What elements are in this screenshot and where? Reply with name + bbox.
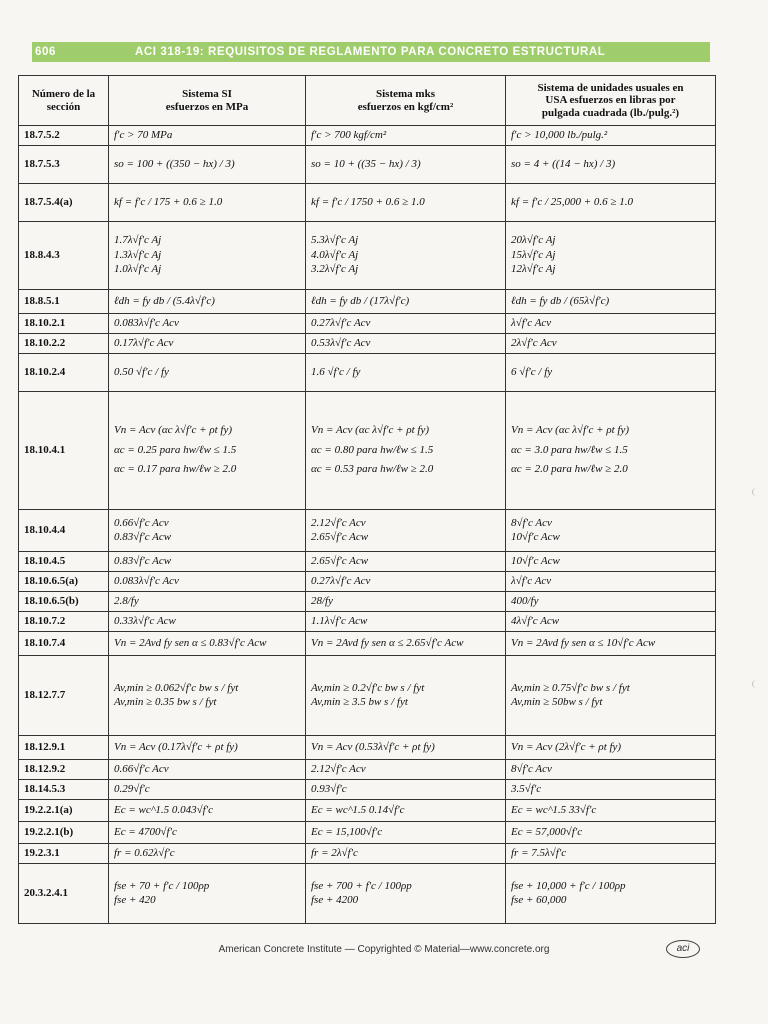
table-row <box>19 759 716 779</box>
formula-cell-us <box>506 313 716 333</box>
formula-cell-us <box>506 391 716 509</box>
formula-line: 0.29√f′c <box>114 782 150 795</box>
formula-line: 3.2λ√f′c Aj <box>311 263 359 276</box>
formula-line: 2.8/fy <box>114 594 139 607</box>
formula-line: 0.66√f′c Acv <box>114 516 169 529</box>
table-header-row <box>19 76 716 126</box>
section-number: 18.7.5.2 <box>19 126 109 146</box>
formula-line: Ec = 4700√f′c <box>114 825 177 838</box>
formula-cell-us <box>506 509 716 551</box>
formula-line: 4λ√f′c Acw <box>511 614 560 627</box>
formula-cell-mks <box>306 631 506 655</box>
formula-cell-us <box>506 571 716 591</box>
formula-line: 10√f′c Acw <box>511 531 560 544</box>
formula-line: kf = f′c / 175 + 0.6 ≥ 1.0 <box>114 195 223 208</box>
formula-cell-mks <box>306 779 506 799</box>
formula-line: Av,min ≥ 3.5 bw s / fyt <box>311 696 408 709</box>
formula-line: fse + 70 + f′c / 100ρp <box>114 879 210 892</box>
formula-cell-us <box>506 863 716 923</box>
formula-cell-mks <box>306 611 506 631</box>
section-number: 18.12.7.7 <box>19 655 109 735</box>
formula-cell-si <box>109 221 306 289</box>
formula-line: 2.12√f′c Acv <box>311 762 366 775</box>
formula-cell-us <box>506 759 716 779</box>
formula-line: Ec = wc^1.5 33√f′c <box>511 803 597 816</box>
formula-cell-us <box>506 631 716 655</box>
formula-line: kf = f′c / 25,000 + 0.6 ≥ 1.0 <box>511 195 633 208</box>
formula-line: 28/fy <box>311 594 333 607</box>
formula-cell-mks <box>306 333 506 353</box>
formula-cell-si <box>109 571 306 591</box>
formula-line: 0.66√f′c Acv <box>114 762 169 775</box>
section-number: 18.10.2.1 <box>19 313 109 333</box>
formula-cell-us <box>506 333 716 353</box>
formula-cell-si <box>109 313 306 333</box>
formula-line: 6 √f′c / fy <box>511 365 553 378</box>
table-row <box>19 735 716 759</box>
formula-cell-mks <box>306 145 506 183</box>
formula-line: 2.65√f′c Acw <box>311 554 369 567</box>
formula-cell-si <box>109 591 306 611</box>
table-row <box>19 821 716 843</box>
formula-line: Vn = Acv (αc λ√f′c + ρt fy) <box>311 424 430 437</box>
table-row <box>19 353 716 391</box>
table-row <box>19 509 716 551</box>
formula-cell-si <box>109 779 306 799</box>
formula-line: Ec = wc^1.5 0.14√f′c <box>311 803 405 816</box>
formula-cell-mks <box>306 221 506 289</box>
formula-line: λ√f′c Acv <box>511 574 552 587</box>
section-number: 18.7.5.3 <box>19 145 109 183</box>
formula-line: 1.1λ√f′c Acw <box>311 614 368 627</box>
formula-line: Av,min ≥ 0.75√f′c bw s / fyt <box>511 681 630 694</box>
formula-cell-us <box>506 779 716 799</box>
formula-line: 0.083λ√f′c Acv <box>114 316 179 329</box>
formula-cell-mks <box>306 843 506 863</box>
formula-line: so = 10 + ((35 − hx) / 3) <box>311 157 421 170</box>
formula-cell-si <box>109 333 306 353</box>
formula-line: Av,min ≥ 0.2√f′c bw s / fyt <box>311 681 425 694</box>
table-row <box>19 221 716 289</box>
formula-cell-mks <box>306 289 506 313</box>
formula-line: kf = f′c / 1750 + 0.6 ≥ 1.0 <box>311 195 425 208</box>
formula-line: 2.12√f′c Acv <box>311 516 366 529</box>
section-number: 18.12.9.2 <box>19 759 109 779</box>
running-header <box>32 42 710 62</box>
aci-logo: aci <box>666 940 700 958</box>
section-number: 18.12.9.1 <box>19 735 109 759</box>
formula-line: 0.83√f′c Acw <box>114 531 172 544</box>
formula-cell-us <box>506 221 716 289</box>
section-number: 18.10.2.4 <box>19 353 109 391</box>
formula-line: ℓdh = fy db / (5.4λ√f′c) <box>114 294 215 307</box>
page-number: 606 <box>35 46 56 58</box>
table-row <box>19 183 716 221</box>
margin-mark <box>752 488 761 496</box>
formula-line: fse + 700 + f′c / 100ρp <box>311 879 412 892</box>
formula-line: 1.0λ√f′c Aj <box>114 263 162 276</box>
formula-line: λ√f′c Acv <box>511 316 552 329</box>
formula-line: αc = 0.25 para hw/ℓw ≤ 1.5 <box>114 443 237 456</box>
formula-cell-us <box>506 799 716 821</box>
formula-line: 0.50 √f′c / fy <box>114 365 169 378</box>
formula-cell-si <box>109 183 306 221</box>
formula-line: 8√f′c Acv <box>511 516 552 529</box>
header-section: Número de la sección <box>19 76 109 126</box>
formula-line: Vn = Acv (αc λ√f′c + ρt fy) <box>114 424 233 437</box>
formula-cell-mks <box>306 821 506 843</box>
margin-mark <box>752 680 761 688</box>
formula-cell-us <box>506 145 716 183</box>
formula-line: Vn = Acv (αc λ√f′c + ρt fy) <box>511 424 630 437</box>
formula-line: 5.3λ√f′c Aj <box>311 234 359 247</box>
formula-line: 12λ√f′c Aj <box>511 263 556 276</box>
formula-line: αc = 0.80 para hw/ℓw ≤ 1.5 <box>311 443 434 456</box>
formula-cell-mks <box>306 799 506 821</box>
section-number: 18.8.5.1 <box>19 289 109 313</box>
formula-cell-si <box>109 353 306 391</box>
formula-line: fse + 420 <box>114 894 156 907</box>
formula-cell-mks <box>306 183 506 221</box>
formula-cell-mks <box>306 313 506 333</box>
table-row <box>19 313 716 333</box>
formula-cell-mks <box>306 591 506 611</box>
formula-line: Vn = Acv (0.17λ√f′c + ρt fy) <box>114 740 238 753</box>
formula-line: Av,min ≥ 0.35 bw s / fyt <box>114 696 217 709</box>
header-us: Sistema de unidades usuales en USA esfuerzos en libras por pulgada cuadrada (lb./pulg.²) <box>506 76 716 126</box>
table-row <box>19 655 716 735</box>
formula-line: 0.27λ√f′c Acv <box>311 316 371 329</box>
formula-cell-us <box>506 353 716 391</box>
formula-line: fse + 60,000 <box>511 894 567 907</box>
formula-cell-us <box>506 611 716 631</box>
section-number: 20.3.2.4.1 <box>19 863 109 923</box>
formula-cell-si <box>109 821 306 843</box>
formula-cell-us <box>506 126 716 146</box>
formula-cell-si <box>109 759 306 779</box>
table-row <box>19 289 716 313</box>
formula-cell-si <box>109 843 306 863</box>
formula-cell-mks <box>306 571 506 591</box>
formula-cell-mks <box>306 863 506 923</box>
formula-cell-mks <box>306 759 506 779</box>
formula-cell-si <box>109 611 306 631</box>
formula-line: 0.53λ√f′c Acv <box>311 336 371 349</box>
section-number: 18.10.6.5(b) <box>19 591 109 611</box>
section-number: 18.10.7.2 <box>19 611 109 631</box>
formula-cell-si <box>109 655 306 735</box>
formula-line: f′c > 70 MPa <box>114 129 173 141</box>
formula-line: ℓdh = fy db / (17λ√f′c) <box>311 294 410 307</box>
formula-line: Ec = 15,100√f′c <box>311 825 383 838</box>
formula-line: Vn = 2Avd fy sen α ≤ 10√f′c Acw <box>511 636 656 649</box>
running-title: ACI 318-19: REQUISITOS DE REGLAMENTO PARA CONCRETO ESTRUCTURAL <box>135 46 606 58</box>
section-number: 18.10.7.4 <box>19 631 109 655</box>
formula-cell-us <box>506 735 716 759</box>
table-row <box>19 391 716 509</box>
table-row <box>19 779 716 799</box>
formula-line: f′c > 10,000 lb./pulg.² <box>511 129 608 141</box>
section-number: 18.10.4.5 <box>19 551 109 571</box>
formula-line: 0.83√f′c Acw <box>114 554 172 567</box>
formula-line: αc = 2.0 para hw/ℓw ≥ 2.0 <box>511 463 628 476</box>
equivalence-table <box>18 75 716 924</box>
table-row <box>19 843 716 863</box>
formula-cell-us <box>506 183 716 221</box>
formula-cell-si <box>109 631 306 655</box>
formula-line: Av,min ≥ 0.062√f′c bw s / fyt <box>114 681 239 694</box>
formula-cell-us <box>506 843 716 863</box>
formula-line: 0.17λ√f′c Acv <box>114 336 174 349</box>
formula-line: αc = 0.17 para hw/ℓw ≥ 2.0 <box>114 463 237 476</box>
formula-cell-mks <box>306 353 506 391</box>
formula-cell-si <box>109 509 306 551</box>
table-row <box>19 571 716 591</box>
table-row <box>19 145 716 183</box>
formula-cell-mks <box>306 391 506 509</box>
formula-cell-us <box>506 821 716 843</box>
section-number: 19.2.3.1 <box>19 843 109 863</box>
table-row <box>19 551 716 571</box>
formula-cell-si <box>109 551 306 571</box>
section-number: 19.2.2.1(a) <box>19 799 109 821</box>
formula-line: 0.93√f′c <box>311 782 347 795</box>
formula-line: Av,min ≥ 50bw s / fyt <box>511 696 603 709</box>
section-number: 18.10.2.2 <box>19 333 109 353</box>
table-row <box>19 863 716 923</box>
formula-line: αc = 3.0 para hw/ℓw ≤ 1.5 <box>511 443 628 456</box>
section-number: 18.14.5.3 <box>19 779 109 799</box>
formula-line: Vn = 2Avd fy sen α ≤ 2.65√f′c Acw <box>311 636 464 649</box>
page-footer: American Concrete Institute — Copyrighted © Material—www.concrete.org <box>218 944 550 955</box>
formula-line: Vn = 2Avd fy sen α ≤ 0.83√f′c Acw <box>114 636 267 649</box>
formula-line: fr = 2λ√f′c <box>311 846 358 859</box>
formula-line: 1.7λ√f′c Aj <box>114 234 162 247</box>
formula-line: Ec = wc^1.5 0.043√f′c <box>114 803 214 816</box>
formula-cell-mks <box>306 126 506 146</box>
section-number: 18.7.5.4(a) <box>19 183 109 221</box>
formula-line: 0.27λ√f′c Acv <box>311 574 371 587</box>
table-row <box>19 611 716 631</box>
formula-cell-si <box>109 126 306 146</box>
formula-line: 2.65√f′c Acw <box>311 531 369 544</box>
formula-line: 1.6 √f′c / fy <box>311 365 361 378</box>
section-number: 18.10.4.4 <box>19 509 109 551</box>
formula-line: Vn = Acv (0.53λ√f′c + ρt fy) <box>311 740 435 753</box>
formula-line: Vn = Acv (2λ√f′c + ρt fy) <box>511 740 622 753</box>
formula-line: 0.33λ√f′c Acw <box>114 614 176 627</box>
formula-line: αc = 0.53 para hw/ℓw ≥ 2.0 <box>311 463 434 476</box>
formula-cell-si <box>109 391 306 509</box>
formula-cell-us <box>506 551 716 571</box>
formula-cell-mks <box>306 509 506 551</box>
formula-cell-mks <box>306 735 506 759</box>
header-mks: Sistema mks esfuerzos en kgf/cm² <box>306 76 506 126</box>
formula-line: fse + 4200 <box>311 894 359 907</box>
formula-line: so = 100 + ((350 − hx) / 3) <box>114 157 235 170</box>
formula-line: f′c > 700 kgf/cm² <box>311 129 387 141</box>
formula-cell-si <box>109 863 306 923</box>
formula-line: ℓdh = fy db / (65λ√f′c) <box>511 294 610 307</box>
formula-cell-si <box>109 735 306 759</box>
formula-line: 400/fy <box>511 594 539 607</box>
formula-line: 0.083λ√f′c Acv <box>114 574 179 587</box>
formula-cell-si <box>109 799 306 821</box>
formula-line: fse + 10,000 + f′c / 100ρp <box>511 879 626 892</box>
table-row <box>19 333 716 353</box>
section-number: 18.10.6.5(a) <box>19 571 109 591</box>
formula-cell-us <box>506 289 716 313</box>
formula-line: 2λ√f′c Acv <box>511 336 557 349</box>
formula-line: 10√f′c Acw <box>511 554 560 567</box>
formula-line: 15λ√f′c Aj <box>511 248 556 261</box>
formula-line: 3.5√f′c <box>511 782 542 795</box>
formula-cell-mks <box>306 551 506 571</box>
formula-cell-mks <box>306 655 506 735</box>
formula-line: 1.3λ√f′c Aj <box>114 248 162 261</box>
table-row <box>19 799 716 821</box>
table-body <box>19 126 716 924</box>
header-si: Sistema SI esfuerzos en MPa <box>109 76 306 126</box>
section-number: 18.8.4.3 <box>19 221 109 289</box>
section-number: 19.2.2.1(b) <box>19 821 109 843</box>
formula-line: 20λ√f′c Aj <box>511 234 556 247</box>
formula-line: so = 4 + ((14 − hx) / 3) <box>511 157 616 170</box>
formula-line: fr = 0.62λ√f′c <box>114 846 175 859</box>
section-number: 18.10.4.1 <box>19 391 109 509</box>
formula-line: 8√f′c Acv <box>511 762 552 775</box>
table-row <box>19 631 716 655</box>
table-row <box>19 591 716 611</box>
formula-line: fr = 7.5λ√f′c <box>511 846 567 859</box>
table-row <box>19 126 716 146</box>
formula-line: Ec = 57,000√f′c <box>511 825 583 838</box>
formula-line: 4.0λ√f′c Aj <box>311 248 359 261</box>
formula-cell-us <box>506 655 716 735</box>
formula-cell-si <box>109 289 306 313</box>
formula-cell-us <box>506 591 716 611</box>
formula-cell-si <box>109 145 306 183</box>
